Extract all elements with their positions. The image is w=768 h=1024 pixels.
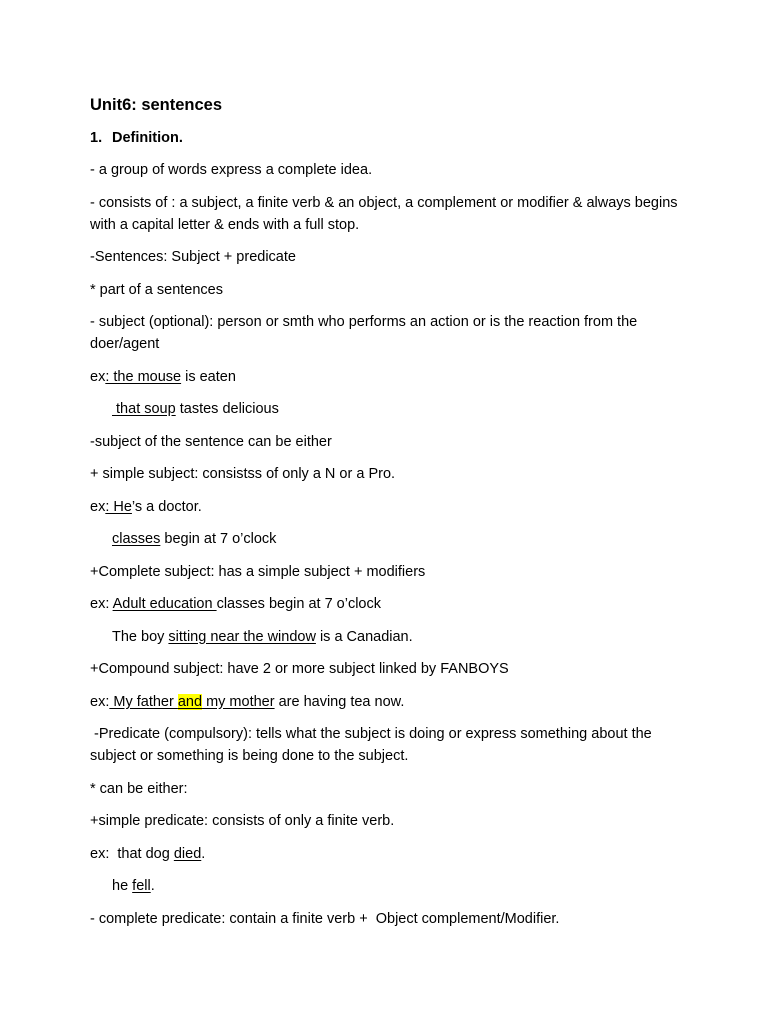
section-heading-text: Definition.	[112, 130, 183, 146]
example-line	[90, 593, 690, 615]
paragraph: +Compound subject: have 2 or more subject linked by FANBOYS	[90, 661, 509, 677]
example-prefix: The boy	[112, 628, 169, 645]
paragraph: - complete predicate: contain a finite verb + Object complement/Modifier.	[90, 910, 560, 927]
paragraph: - consists of : a subject, a finite verb & an object, a complement or modifier & always begins with a capital letter & ends with a full stop.	[90, 194, 682, 233]
example-prefix: ex:	[90, 596, 113, 612]
example-rest: begin at 7 o’clock	[160, 531, 277, 547]
paragraph: +Complete subject: has a simple subject + modifiers	[90, 563, 426, 580]
example-prefix: ex: that dog	[90, 845, 174, 862]
example-line	[90, 496, 690, 518]
underlined-verb: fell	[132, 878, 151, 894]
paragraph: - a group of words express a complete idea.	[90, 162, 373, 178]
example-rest: is a Canadian.	[315, 628, 413, 645]
subject-part: My father	[109, 693, 178, 710]
example-prefix: ex	[90, 368, 106, 385]
underlined-subject: that soup	[112, 401, 176, 417]
underlined-subject: : He	[105, 498, 132, 515]
paragraph: * can be either:	[90, 780, 188, 797]
underlined-verb: died	[173, 845, 202, 862]
example-rest: .	[150, 878, 155, 894]
example-line	[90, 691, 690, 713]
example-rest: .	[201, 845, 206, 862]
example-rest: is eaten	[181, 368, 236, 385]
paragraph: + simple subject: consistss of only a N or a Pro.	[90, 466, 396, 482]
example-line	[90, 528, 690, 550]
example-line	[90, 875, 690, 897]
document-body	[90, 94, 690, 940]
paragraph: -subject of the sentence can be either	[90, 433, 332, 450]
example-prefix: ex	[90, 498, 106, 515]
example-rest: classes begin at 7 o’clock	[216, 596, 381, 612]
section-heading	[90, 127, 690, 149]
underlined-subject	[109, 694, 274, 710]
example-prefix: ex:	[90, 693, 110, 710]
unit-title: Unit6: sentences	[90, 96, 223, 114]
paragraph: -Sentences: Subject + predicate	[90, 249, 296, 265]
example-line	[90, 626, 690, 648]
paragraph: +simple predicate: consists of only a finite verb.	[90, 813, 395, 829]
highlighted-conjunction: and	[177, 693, 203, 710]
example-line	[90, 398, 690, 420]
example-rest: tastes delicious	[175, 401, 279, 417]
subject-part: my mother	[202, 693, 275, 710]
section-number: 1.	[90, 130, 103, 146]
paragraph: * part of a sentences	[90, 281, 223, 298]
example-rest: ’s a doctor.	[131, 498, 202, 515]
example-line	[90, 843, 690, 865]
paragraph: -Predicate (compulsory): tells what the subject is doing or express something about the subject or something is being done to the subject.	[90, 726, 656, 764]
underlined-subject: : the mouse	[105, 368, 182, 385]
example-rest: are having tea now.	[274, 693, 405, 710]
paragraph: - subject (optional): person or smth who performs an action or is the reaction from the doer/agent	[90, 314, 642, 352]
underlined-subject: Adult education	[112, 596, 217, 612]
underlined-subject: classes	[112, 531, 161, 547]
underlined-modifier: sitting near the window	[168, 628, 316, 645]
example-line	[90, 366, 690, 388]
example-prefix: he	[112, 878, 133, 894]
